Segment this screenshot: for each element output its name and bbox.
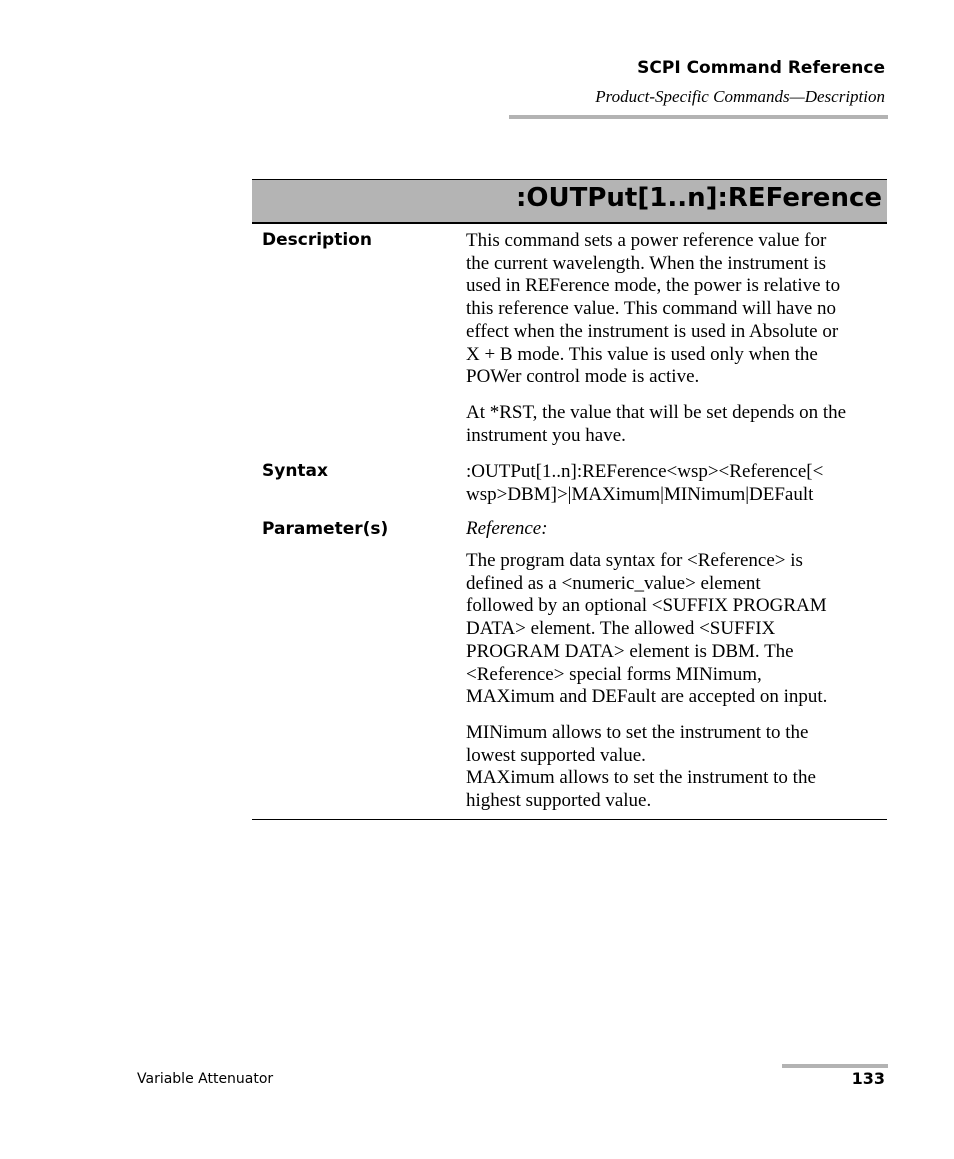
- text-line: This command sets a power reference value for: [466, 230, 827, 251]
- text-line: MAXimum allows to set the instrument to the: [466, 767, 816, 789]
- text-line: used in REFerence mode, the power is relative to: [466, 275, 841, 297]
- command-title: :OUTPut[1..n]:REFerence: [516, 183, 882, 213]
- text-line: instrument you have.: [466, 424, 626, 446]
- text-line: The program data syntax for <Reference> is: [466, 550, 803, 571]
- command-title-bar: [252, 179, 887, 224]
- text-line: :OUTPut[1..n]:REFerence<wsp><Reference[<: [466, 461, 824, 482]
- footer-manual-title: Variable Attenuator: [137, 1071, 274, 1087]
- text-line: effect when the instrument is used in Absolute or: [466, 320, 839, 342]
- text-line: followed by an optional <SUFFIX PROGRAM: [466, 595, 827, 617]
- header-divider: [509, 115, 888, 119]
- parameters-label: Parameter(s): [262, 519, 389, 539]
- text-line: lowest supported value.: [466, 744, 646, 766]
- text-line: MINimum allows to set the instrument to the: [466, 722, 809, 743]
- footer-divider: [782, 1064, 888, 1068]
- text-line: PROGRAM DATA> element is DBM. The: [466, 640, 794, 662]
- description-label: Description: [262, 230, 372, 250]
- text-line: <Reference> special forms MINimum,: [466, 663, 762, 685]
- description-paragraph-2: [466, 402, 884, 447]
- syntax-label: Syntax: [262, 461, 328, 481]
- text-line: defined as a <numeric_value> element: [466, 572, 761, 594]
- parameters-paragraph-2: [466, 722, 884, 813]
- text-line: DATA> element. The allowed <SUFFIX: [466, 618, 776, 640]
- text-line: X + B mode. This value is used only when the: [466, 343, 818, 365]
- parameters-paragraph-1: [466, 550, 884, 709]
- parameter-name: Reference:: [466, 518, 548, 539]
- syntax-text: [466, 461, 884, 506]
- text-line: this reference value. This command will have no: [466, 298, 837, 320]
- text-line: the current wavelength. When the instrument is: [466, 252, 827, 274]
- description-paragraph-1: [466, 230, 884, 389]
- running-header-subtitle: Product-Specific Commands—Description: [595, 87, 885, 106]
- table-bottom-rule: [252, 819, 887, 820]
- text-line: MAXimum and DEFault are accepted on input.: [466, 686, 828, 708]
- text-line: highest supported value.: [466, 790, 652, 812]
- text-line: POWer control mode is active.: [466, 366, 700, 388]
- running-header-title: SCPI Command Reference: [637, 58, 885, 78]
- text-line: wsp>DBM]>|MAXimum|MINimum|DEFault: [466, 483, 814, 505]
- text-line: At *RST, the value that will be set depends on the: [466, 402, 847, 423]
- page-number: 133: [851, 1069, 885, 1088]
